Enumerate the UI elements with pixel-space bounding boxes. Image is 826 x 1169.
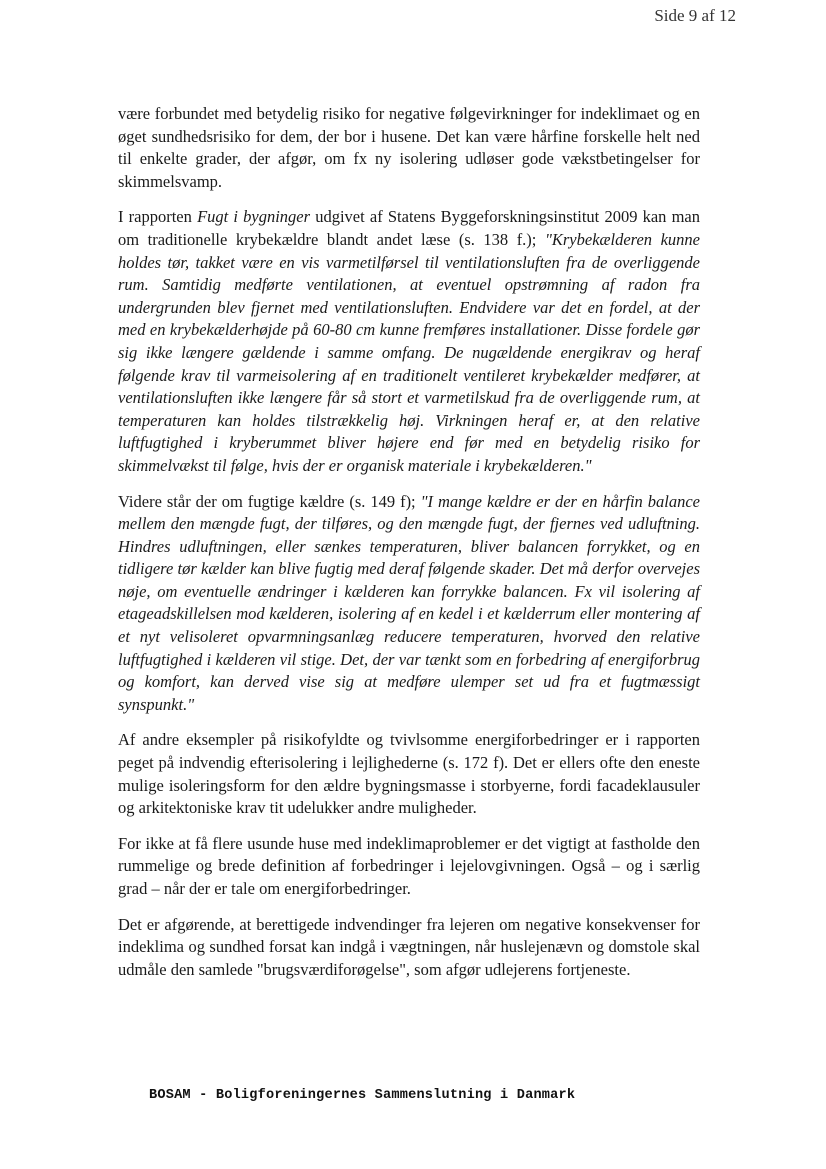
quote-krybekaelder: "Krybekælderen kunne holdes tør, takket være en vis varmetilførsel til ventilationsluften fra de overliggende rum. Samtidig medførte ventilationen, at eventuel opstrømning af radon fra undergrunden blev fjernet med ventilationsluften. Endvidere var det en fordel, at der med en krybekælderhøjde på 60-80 cm kunne fremføres installationer. Disse fordele gør sig ikke længere gældende i samme omfang. De nugældende energikrav og heraf følgende krav til varmeisolering af en traditionelt ventileret krybekælder medfører, at ventilationsluften ikke længere får så stort et varmetilskud fra de overliggende rum, at temperaturen kan holdes tilstrækkelig høj. Virkningen heraf er, at den relative luftfugtighed i kryberummet bliver højere end før med en betydelig risiko for skimmelvækst til følge, hvis der er organisk materiale i krybekælderen." xyxy=(118,229,700,475)
paragraph-2-prefix: I rapporten xyxy=(118,207,198,227)
footer-organization: BOSAM - Boligforeningernes Sammenslutning i Danmark xyxy=(149,1088,576,1103)
paragraph-5: For ikke at få flere usunde huse med indeklimaproblemer er det vigtigt at fastholde den rummelige og brede definition af forbedringer i lejelovgivningen. Også – og i særlig grad – når der er tale om energiforbedringer. xyxy=(118,833,700,898)
paragraph-6: Det er afgørende, at berettigede indvendinger fra lejeren om negative konsekvenser for indeklima og sundhed forsat kan indgå i vægtningen, når huslejenævn og domstole skal udmåle den samlede "brugsværdiforøgelse", som afgør udlejerens fortjeneste. xyxy=(118,914,700,979)
paragraph-1: være forbundet med betydelig risiko for negative følgevirkninger for indeklimaet og en øget sundhedsrisiko for dem, der bor i husene. Det kan være hårfine forskelle helt ned til enkelte grader, der afgør, om fx ny isolering udløser gode vækstbetingelser for skimmelsvamp. xyxy=(118,104,700,191)
page-number: Side 9 af 12 xyxy=(654,6,736,25)
paragraph-4: Af andre eksempler på risikofyldte og tvivlsomme energiforbedringer er i rapporten peget på indvendig efterisolering i lejlighederne (s. 172 f). Det er ellers ofte den eneste mulige isoleringsform for den ældre bygningsmasse i storbyerne, fordi facadeklausuler og arkitektoniske krav tit udelukker andre muligheder. xyxy=(118,730,700,818)
paragraph-3-prefix: Videre står der om fugtige kældre (s. 149 f); xyxy=(118,491,421,511)
paragraph-3 xyxy=(118,491,700,717)
document-body xyxy=(118,103,700,994)
quote-fugtige-kaeldre: "I mange kældre er der en hårfin balance mellem den mængde fugt, der tilføres, og den mængde fugt, der fjernes ved udluftning. Hindres udluftningen, eller sænkes temperaturen, bliver balancen forrykket, og en tidligere tør kælder kan blive fugtig med deraf følgende skader. Det må derfor overvejes nøje, om eventuelle ændringer i kælderen kan forrykke balancen. Fx vil isolering af etageadskillelsen mod kælderen, isolering af en kedel i et kælderrum eller montering af et nyt velisoleret opvarmningsanlæg reducere temperaturen, hvorved den relative luftfugtighed i kælderen vil stige. Det, der var tænkt som en forbedring af energiforbrug og komfort, kan derved vise sig at medføre ulemper set ud fra et fugtmæssigt synspunkt." xyxy=(118,491,701,714)
paragraph-2-middle: udgivet af Statens Byggeforskningsinstitut 2009 kan man om traditionelle krybekældre blandt andet læse (s. 138 f.); xyxy=(118,207,701,249)
report-title: Fugt i bygninger xyxy=(197,207,311,227)
paragraph-2 xyxy=(118,206,700,477)
